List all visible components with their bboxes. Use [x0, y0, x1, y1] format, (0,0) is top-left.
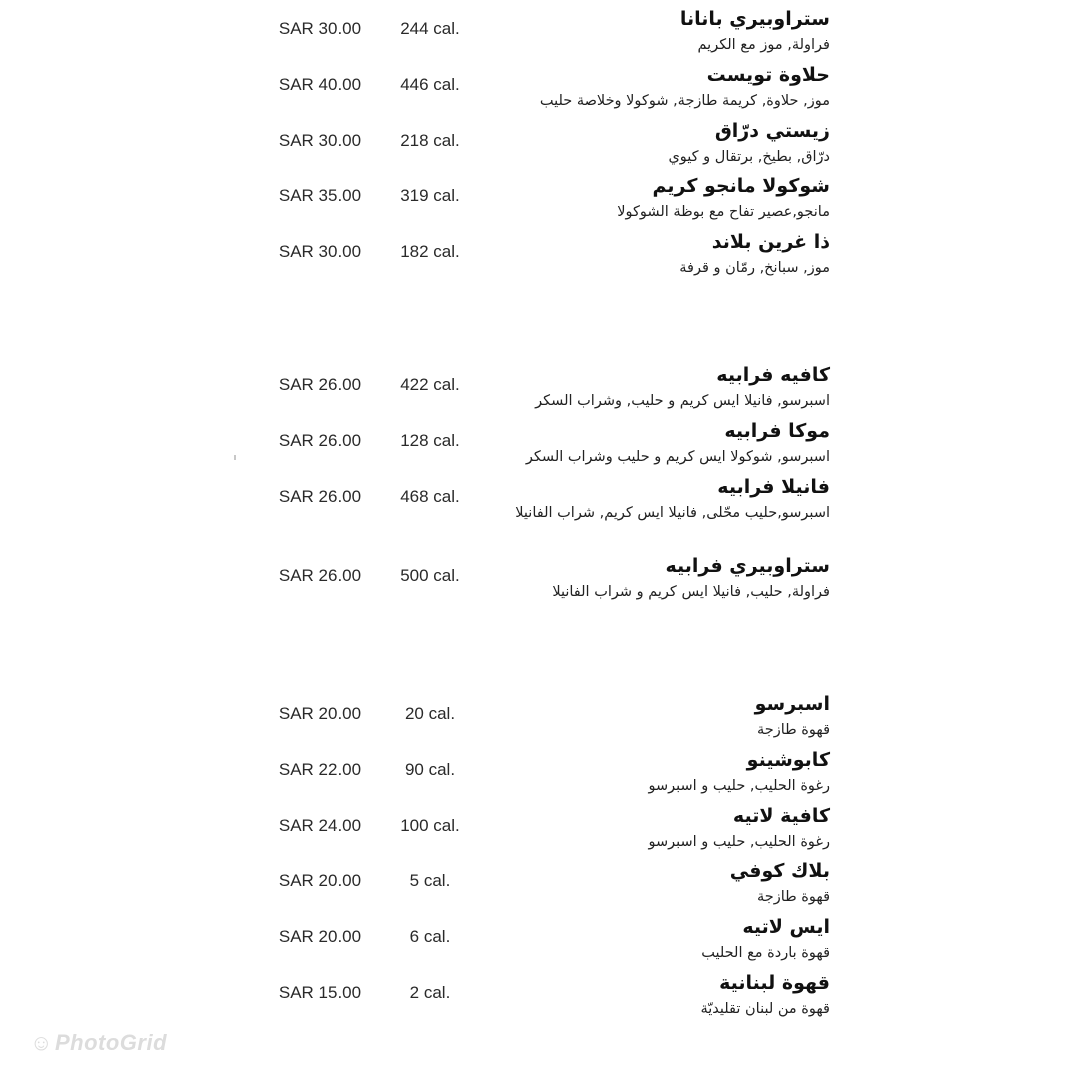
item-description: فراولة, حليب, فانيلا ايس كريم و شراب الفانيلا [552, 584, 830, 600]
item-description: رغوة الحليب, حليب و اسبرسو [648, 834, 830, 850]
item-description: فراولة, موز مع الكريم [697, 37, 830, 53]
item-name: كابوشينو [746, 749, 830, 771]
item-calories: 100 cal. [400, 816, 460, 835]
item-calories: 468 cal. [400, 487, 460, 506]
item-price: SAR 30.00 [278, 242, 362, 261]
item-name: ذا غرين بلاند [711, 231, 830, 253]
item-price: SAR 40.00 [278, 75, 362, 94]
item-name: حلاوة تويست [706, 64, 830, 86]
item-calories: 446 cal. [400, 75, 460, 94]
item-calories: 218 cal. [400, 131, 460, 150]
item-description: اسبرسو, فانيلا ايس كريم و حليب, وشراب السكر [535, 393, 830, 409]
item-price: SAR 20.00 [278, 927, 362, 946]
item-price: SAR 30.00 [278, 19, 362, 38]
item-description: مانجو,عصير تفاح مع بوظة الشوكولا [617, 204, 830, 220]
item-price: SAR 15.00 [278, 983, 362, 1002]
item-description: درّاق, بطيخ, برتقال و كيوي [668, 149, 830, 165]
item-price: SAR 24.00 [278, 816, 362, 835]
item-price: SAR 22.00 [278, 760, 362, 779]
item-name: بلاك كوفي [729, 860, 830, 882]
item-calories: 90 cal. [404, 760, 456, 779]
item-description: قهوة طازجة [756, 722, 830, 738]
item-name: اسبرسو [754, 693, 830, 715]
item-description: قهوة طازجة [756, 889, 830, 905]
item-name: ستراوبيري فرابيه [665, 555, 830, 577]
item-description: قهوة من لبنان تقليديّة [700, 1001, 830, 1017]
item-calories: 422 cal. [400, 375, 460, 394]
item-name: كافيه فرابيه [716, 364, 830, 386]
item-name: شوكولا مانجو كريم [652, 175, 830, 197]
item-price: SAR 26.00 [278, 566, 362, 585]
item-description: موز, سبانخ, رمّان و قرفة [679, 260, 830, 276]
item-calories: 182 cal. [400, 242, 460, 261]
item-name: ستراوبيري بانانا [679, 8, 830, 30]
photogrid-smile-icon: ☺ [30, 1030, 53, 1055]
item-price: SAR 26.00 [278, 487, 362, 506]
item-calories: 244 cal. [400, 19, 460, 38]
item-calories: 6 cal. [409, 927, 451, 946]
item-name: قهوة لبنانية [719, 972, 830, 994]
item-description: موز, حلاوة, كريمة طازجة, شوكولا وخلاصة حليب [539, 93, 830, 109]
item-price: SAR 20.00 [278, 704, 362, 723]
item-price: SAR 20.00 [278, 871, 362, 890]
item-name: فانيلا فرابيه [717, 476, 830, 498]
item-price: SAR 30.00 [278, 131, 362, 150]
item-description: قهوة باردة مع الحليب [701, 945, 830, 961]
item-calories: 319 cal. [400, 186, 460, 205]
item-price: SAR 26.00 [278, 375, 362, 394]
item-calories: 5 cal. [409, 871, 451, 890]
item-name: زيستي درّاق [714, 120, 830, 142]
photogrid-watermark [30, 1030, 167, 1056]
item-name: كافية لاتيه [732, 805, 830, 827]
stray-mark [234, 455, 236, 460]
item-price: SAR 26.00 [278, 431, 362, 450]
item-description: رغوة الحليب, حليب و اسبرسو [648, 778, 830, 794]
item-name: ايس لاتيه [742, 916, 830, 938]
item-calories: 128 cal. [400, 431, 460, 450]
item-calories: 500 cal. [400, 566, 460, 585]
item-description: اسبرسو,حليب محّلى, فانيلا ايس كريم, شراب الفانيلا [515, 505, 830, 521]
item-calories: 20 cal. [404, 704, 456, 723]
item-calories: 2 cal. [409, 983, 451, 1002]
watermark-text: PhotoGrid [54, 1030, 168, 1055]
item-name: موكا فرابيه [724, 420, 830, 442]
item-description: اسبرسو, شوكولا ايس كريم و حليب وشراب السكر [525, 449, 830, 465]
item-price: SAR 35.00 [278, 186, 362, 205]
